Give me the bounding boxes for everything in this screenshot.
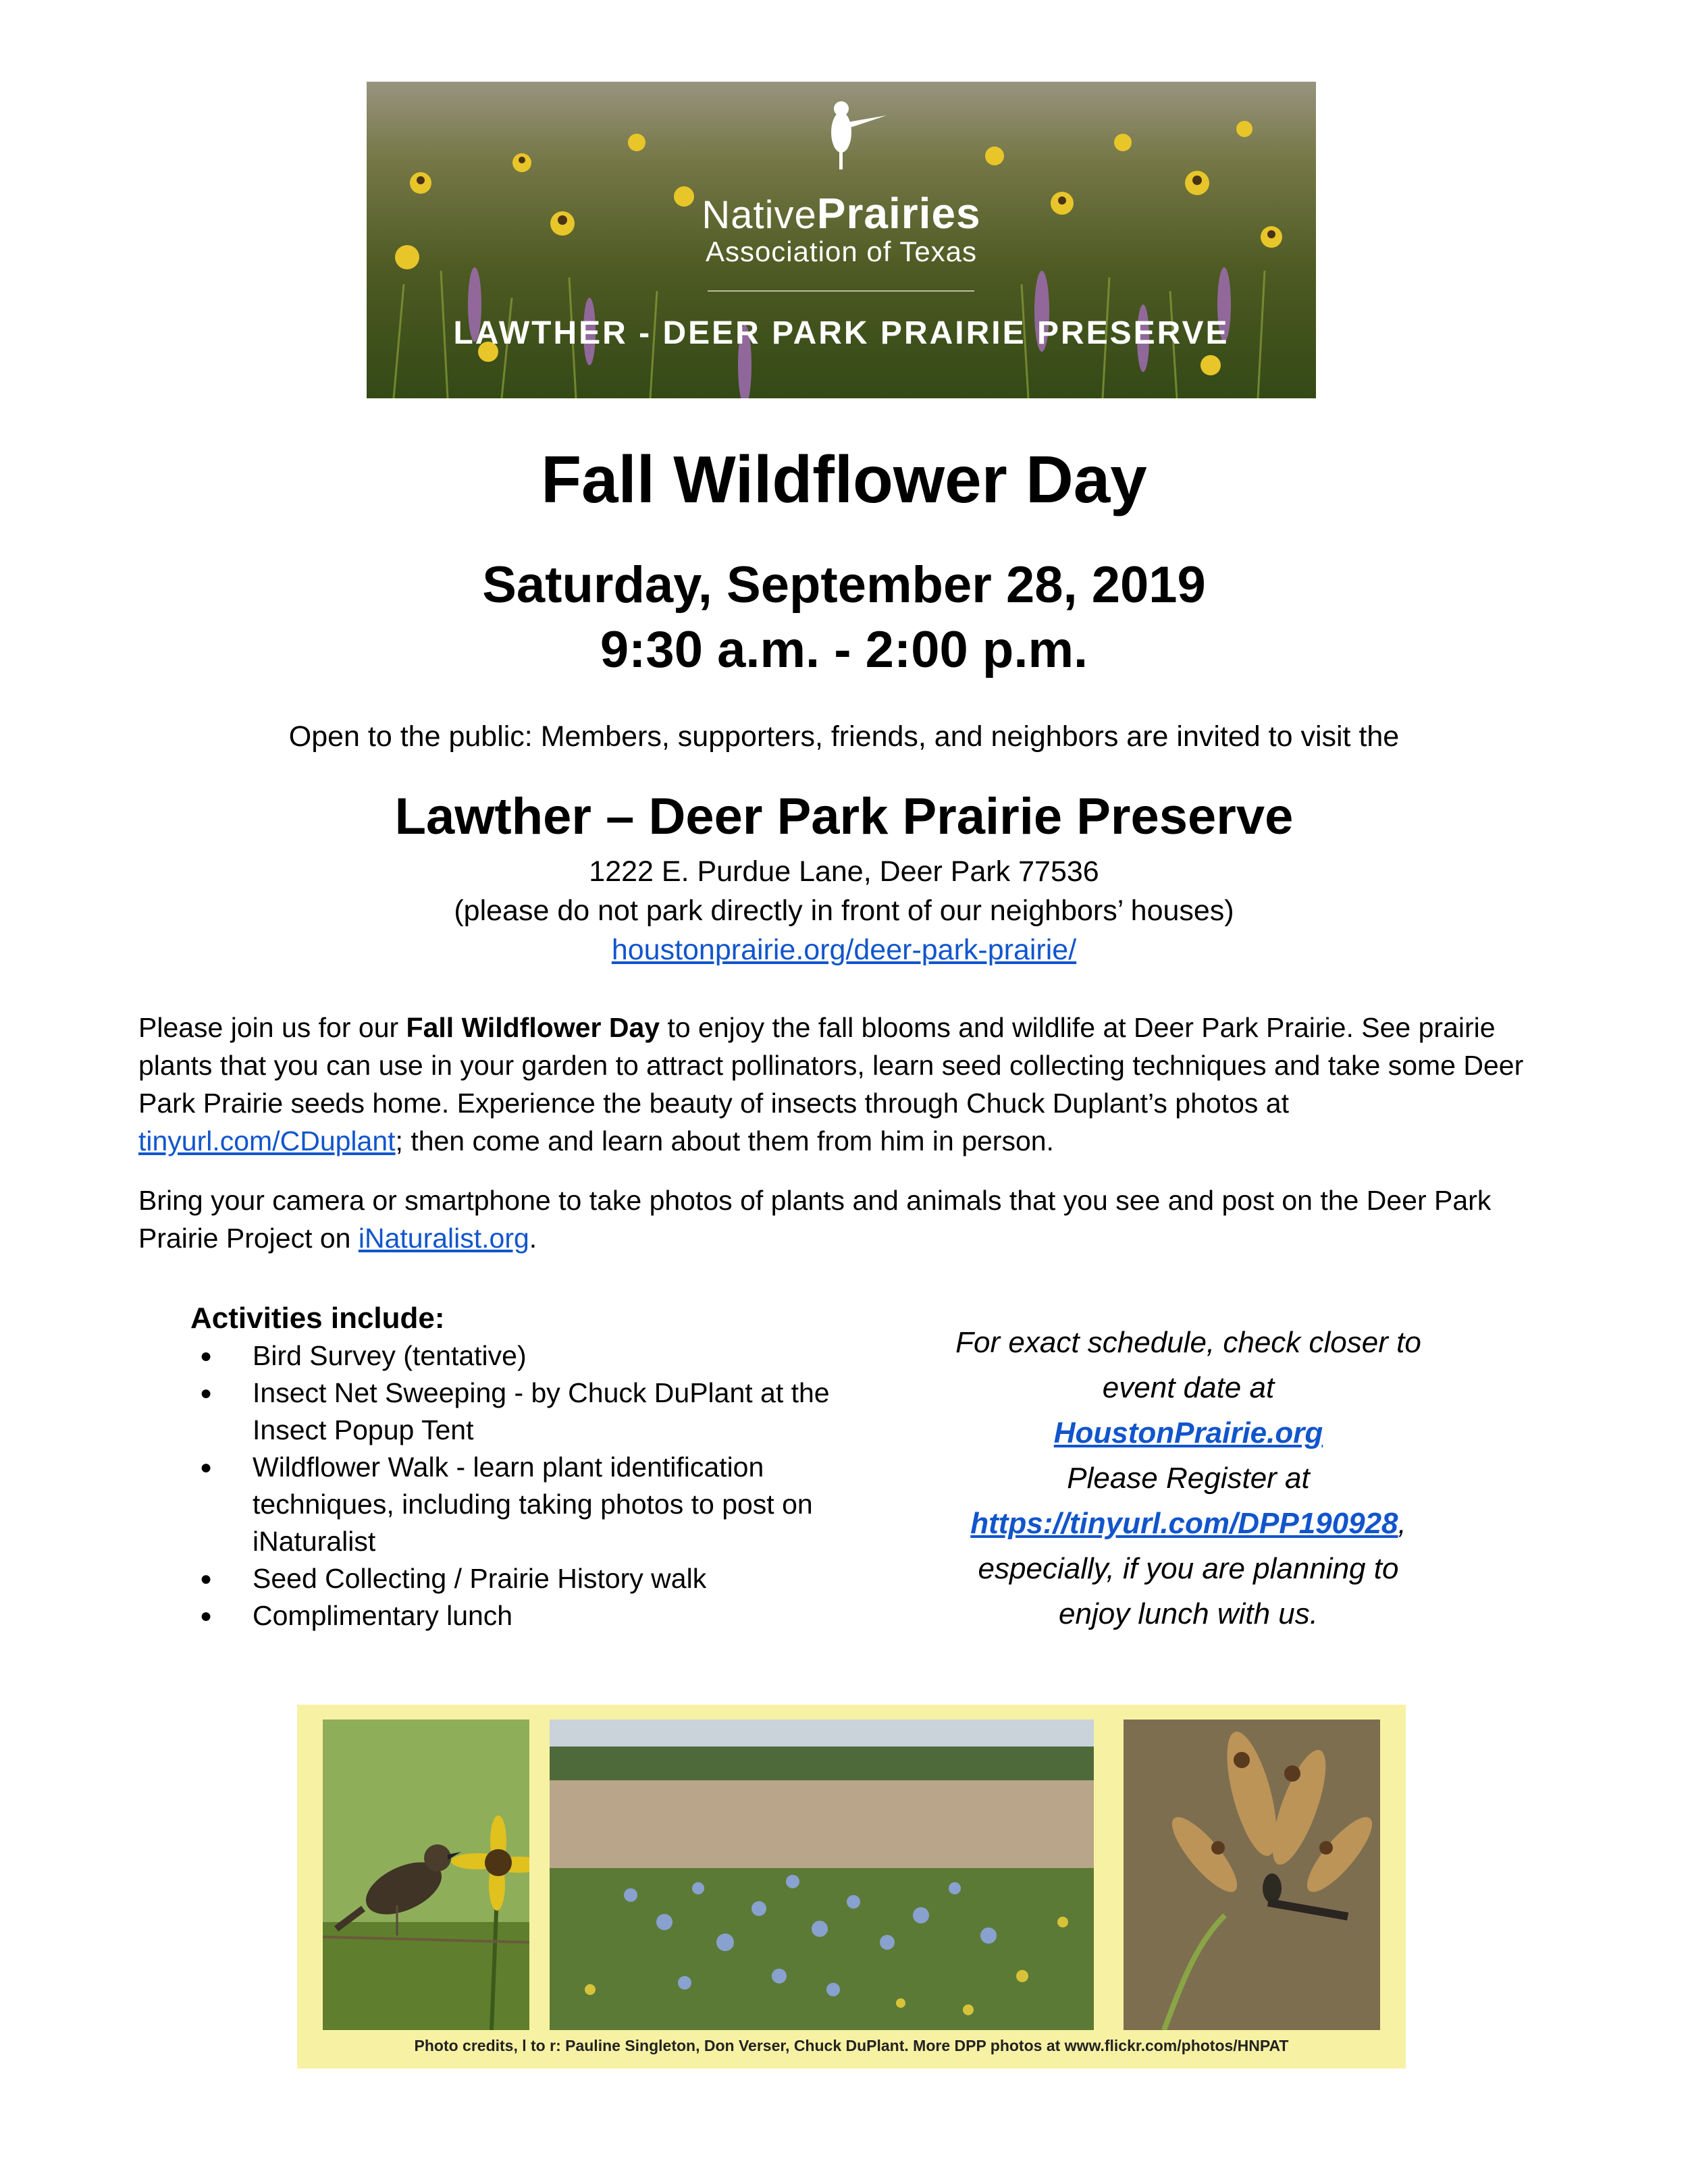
dragonfly-icon <box>1124 1720 1380 2030</box>
parking-note: (please do not park directly in front of our neighbors’ houses) <box>454 895 1234 927</box>
registration-link[interactable]: https://tinyurl.com/DPP190928 <box>970 1507 1398 1540</box>
photo-strip <box>297 1705 1406 2069</box>
activities-heading: Activities include: <box>190 1302 445 1335</box>
org-name-line2: Association of Texas <box>705 236 978 267</box>
org-name-part2: Prairies <box>816 189 981 238</box>
schedule-note: For exact schedule, check closer to event date at HoustonPrairie.org Please Register at https://tinyurl.com/DPP190928, especially, if you are planning to enjoy lunch with us. <box>955 1326 1421 1630</box>
camera-paragraph: Bring your camera or smartphone to take photos of plants and animals that you see and post on the Deer Park Prairie Project on iNaturalist.org. <box>138 1185 1492 1254</box>
houstonprairie-link[interactable]: HoustonPrairie.org <box>1053 1416 1323 1449</box>
location-link-line <box>0 930 1688 969</box>
list-item: ● Bird Survey (tentative) <box>190 1337 866 1375</box>
dragonfly-photo <box>1124 1720 1380 2030</box>
cduplant-photos-link[interactable]: tinyurl.com/CDuplant <box>138 1125 396 1156</box>
activities-section <box>190 1300 866 1634</box>
org-name <box>367 188 1316 238</box>
list-item: ● Insect Net Sweeping - by Chuck DuPlant at the Insect Popup Tent <box>190 1375 866 1449</box>
event-time: 9:30 a.m. - 2:00 p.m. <box>600 621 1088 678</box>
deer-park-prairie-link[interactable]: houstonprairie.org/deer-park-prairie/ <box>611 934 1077 966</box>
inaturalist-link[interactable]: iNaturalist.org <box>358 1223 529 1254</box>
list-item: ● Wildflower Walk - learn plant identification techniques, including taking photos to post on iNaturalist <box>190 1449 866 1560</box>
org-name-part1: Native <box>702 193 817 237</box>
event-date: Saturday, September 28, 2019 <box>482 556 1206 614</box>
location-address: 1222 E. Purdue Lane, Deer Park 77536 <box>589 855 1099 888</box>
activities-list <box>190 1337 866 1634</box>
banner-preserve-name: LAWTHER - DEER PARK PRAIRIE PRESERVE <box>453 315 1230 351</box>
description-paragraph: Please join us for our Fall Wildflower Day to enjoy the fall blooms and wildlife at Deer Park Prairie. See prairie plants that you can use in your garden to attract pollinators, learn seed collecting techniques and take some Deer Park Prairie seeds home. Experience the beauty of insects through Chuck Duplant’s photos at tinyurl.com/CDuplant; then come and learn about them from him in person. <box>138 1012 1524 1156</box>
list-item: ● Seed Collecting / Prairie History walk <box>190 1560 866 1597</box>
header-banner <box>367 82 1316 398</box>
bird-photo <box>323 1720 529 2030</box>
bird-on-flower-icon <box>323 1720 529 2030</box>
event-name-bold: Fall Wildflower Day <box>406 1012 660 1043</box>
photo-credits: Photo credits, l to r: Pauline Singleton, Don Verser, Chuck DuPlant. More DPP photos at www.flickr.com/photos/HNPAT <box>414 2037 1289 2054</box>
wildflower-field-icon <box>550 1720 1094 2030</box>
list-item: ● Complimentary lunch <box>190 1597 866 1634</box>
event-title: Fall Wildflower Day <box>541 442 1147 516</box>
location-name: Lawther – Deer Park Prairie Preserve <box>394 788 1294 845</box>
prairie-photo <box>550 1720 1094 2030</box>
intro-text: Open to the public: Members, supporters, friends, and neighbors are invited to visit the <box>288 720 1400 753</box>
